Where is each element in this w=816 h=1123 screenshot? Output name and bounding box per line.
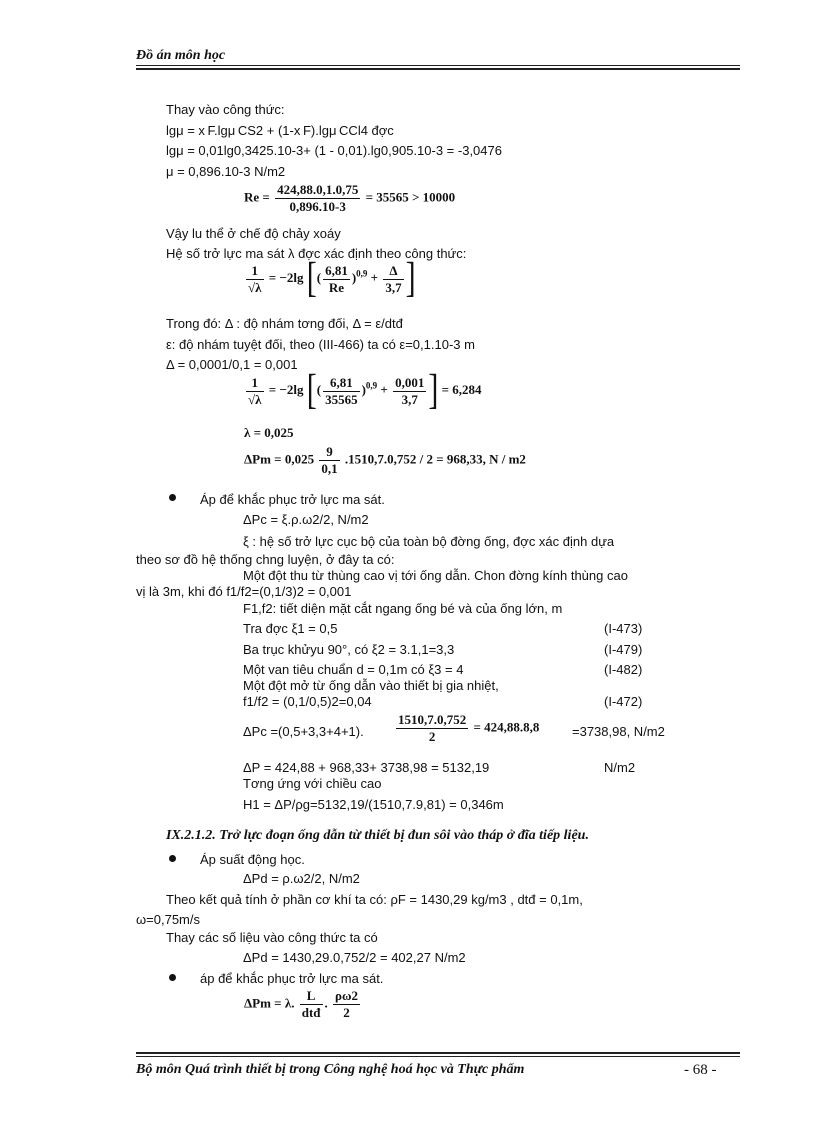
text-line: Hệ số trở lực ma sát λ đợc xác định theo công thức:	[166, 246, 467, 261]
last-d1: dtđ	[301, 1005, 321, 1020]
text-line: ΔPd = ρ.ω2/2, N/m2	[243, 871, 360, 886]
last-lhs: ΔPm = λ.	[244, 995, 295, 1011]
text-line: Một van tiêu chuẩn d = 0,1m có ξ3 = 4	[243, 662, 464, 677]
re-denominator: 0,896.10-3	[289, 199, 346, 214]
lambda-exp: 0,9	[356, 268, 368, 279]
text-line: F1,f2: tiết diện mặt cắt ngang ống bé và của ống lớn, m	[243, 601, 563, 616]
lambda-one: 1	[246, 263, 264, 280]
friction-formula: ΔPm = λ. $\frac{L}{\text{dtđ}}$ . $\frac{\rho\omega 2}{2}$	[244, 988, 358, 1020]
pc-den: 2	[428, 729, 436, 744]
text-line: Áp suất động học.	[200, 852, 305, 867]
lambda2-n2: 0,001	[395, 374, 425, 390]
text-line: Vậy lu thể ở chế độ chảy xoáy	[166, 226, 341, 241]
lambda-sqrt: √λ	[248, 391, 262, 407]
text-line: f1/f2 = (0,1/0,5)2=0,04	[243, 694, 372, 709]
lambda2-rhs: = 6,284	[441, 381, 482, 397]
bullet	[169, 974, 176, 981]
text-line: ε: độ nhám tuyệt đối, theo (III-466) ta có ε=0,1.10-3 m	[166, 337, 475, 352]
reference: (I-472)	[604, 694, 643, 709]
bullet	[169, 855, 176, 862]
lambda2-exp: 0,9	[365, 380, 378, 391]
text-line: Theo kết quả tính ở phần cơ khí ta có: ρF = 1430,29 kg/m3 , dtđ = 0,1m,	[166, 892, 583, 907]
text-line: Ba trục khửyu 90°, có ξ2 = 3.1,1=3,3	[243, 642, 455, 657]
text-line: ΔPc = ξ.ρ.ω2/2, N/m2	[243, 512, 369, 527]
last-d2: 2	[343, 1005, 350, 1020]
lambda-sqrt: √λ	[248, 279, 262, 295]
last-n2: ρω2	[335, 988, 358, 1003]
text-line: áp để khắc phục trở lực ma sát.	[200, 971, 384, 986]
text-line: =3738,98, N/m2	[572, 724, 665, 739]
re-rhs: = 35565 > 10000	[365, 189, 456, 205]
text-line: H1 = ΔP/ρg=5132,19/(1510,7.9,81) = 0,346m	[243, 797, 504, 812]
text-line: ΔP = 424,88 + 968,33+ 3738,98 = 5132,19	[243, 760, 490, 775]
reference: (I-479)	[604, 642, 643, 657]
text-line: ω=0,75m/s	[136, 912, 200, 927]
re-lhs: Re =	[244, 189, 270, 205]
last-n1: L	[300, 988, 323, 1005]
lambda-n2: Δ	[383, 263, 403, 280]
text-line: Một đột thu từ thùng cao vị tới ống dẫn. Chon đờng kính thùng cao	[243, 568, 628, 583]
lambda-mid: = −2lg	[268, 381, 304, 397]
text-line: ΔPc =(0,5+3,3+4+1).	[243, 724, 364, 739]
lambda2-d2: 3,7	[401, 391, 418, 407]
lambda-n1: 6,81	[325, 262, 348, 278]
bullet	[169, 494, 176, 501]
section-heading: IX.2.1.2. Trở lực đoạn ống dẫn từ thiết bị đun sôi vào tháp ở đĩa tiếp liệu.	[166, 828, 589, 843]
text-line: Thay các số liệu vào công thức ta có	[166, 930, 378, 945]
lambda2-n1: 6,81	[323, 375, 360, 392]
page-number: - 68 -	[684, 1062, 717, 1078]
local-resistance-formula	[394, 712, 539, 745]
reference: (I-473)	[604, 621, 643, 636]
lambda-value-formula: $\frac{1}{√\lambda}$ = −2lg [( $\frac{6,81}{35565}$ )$^{0,9}$ + $\frac{0,001}{3,7}$ ] = 6,284	[248, 367, 482, 414]
footer-text: Bộ môn Quá trình thiết bị trong Công nghệ hoá học và Thực phẩm	[136, 1062, 525, 1077]
header-rule	[136, 65, 740, 66]
lambda2-d1: 35565	[325, 391, 358, 407]
text-line: μ = 0,896.10-3 N/m2	[166, 164, 286, 179]
text-line: lgμ = x F.lgμ CS2 + (1-x F).lgμ CCl4 đợc	[166, 123, 394, 138]
footer-rule-thick	[136, 1052, 740, 1054]
lambda-d2: 3,7	[385, 279, 402, 295]
lambda-d1: Re	[328, 279, 345, 295]
reynolds-equation	[244, 182, 455, 215]
text-line: lgμ = 0,01lg0,3425.10-3+ (1 - 0,01).lg0,905.10-3 = -3,0476	[166, 143, 502, 158]
text-line: vị là 3m, khi đó f1/f2=(0,1/3)2 = 0,001	[136, 584, 352, 599]
text-line: Áp để khắc phục trở lực ma sát.	[200, 492, 385, 507]
pc-num: 1510,7.0,752	[398, 712, 467, 727]
re-numerator: 424,88.0,1.0,75	[277, 182, 359, 197]
text-line: Một đột mở từ ống dẫn vào thiết bị gia nhiệt,	[243, 678, 499, 693]
text-line: theo sơ đồ hệ thống chng luyện, ở đây ta có:	[136, 552, 395, 567]
header-title: Đồ án môn học	[136, 48, 226, 63]
unit: N/m2	[604, 760, 636, 775]
pc-rhs: = 424,88.8,8	[473, 719, 540, 735]
dpm-rhs: .1510,7.0,752 / 2 = 968,33, N / m2	[344, 451, 526, 467]
text-line: Trong đó: Δ : độ nhám tơng đối, Δ = ε/dtđ	[166, 316, 403, 331]
dpm-num: 9	[319, 444, 339, 461]
text-line: ξ : hệ số trở lực cục bộ của toàn bộ đờng ống, đợc xác định dựa	[243, 534, 615, 549]
lambda-mid: = −2lg	[268, 269, 304, 285]
footer-rule	[136, 1056, 740, 1057]
text-line: Thay vào công thức:	[166, 102, 285, 117]
lambda-result: λ = 0,025	[244, 425, 294, 440]
reference: (I-482)	[604, 662, 643, 677]
text-line: Δ = 0,0001/0,1 = 0,001	[166, 357, 298, 372]
dpm-den: 0,1	[321, 461, 338, 476]
header-rule-thick	[136, 68, 740, 70]
dpm-lhs: ΔPm = 0,025	[244, 451, 315, 467]
text-line: ΔPd = 1430,29.0,752/2 = 402,27 N/m2	[243, 950, 466, 965]
text-line: Tra đợc ξ1 = 0,5	[243, 621, 338, 636]
lambda-formula: $\frac{1}{√\lambda}$ = −2lg [( $\frac{6,81}{Re}$ )$^{0,9}$ + $\frac{\Delta}{3,7}$ ]	[248, 255, 416, 302]
lambda-one: 1	[246, 375, 264, 392]
text-line: Tơng ứng với chiều cao	[243, 776, 382, 791]
friction-pressure-formula	[244, 444, 526, 477]
